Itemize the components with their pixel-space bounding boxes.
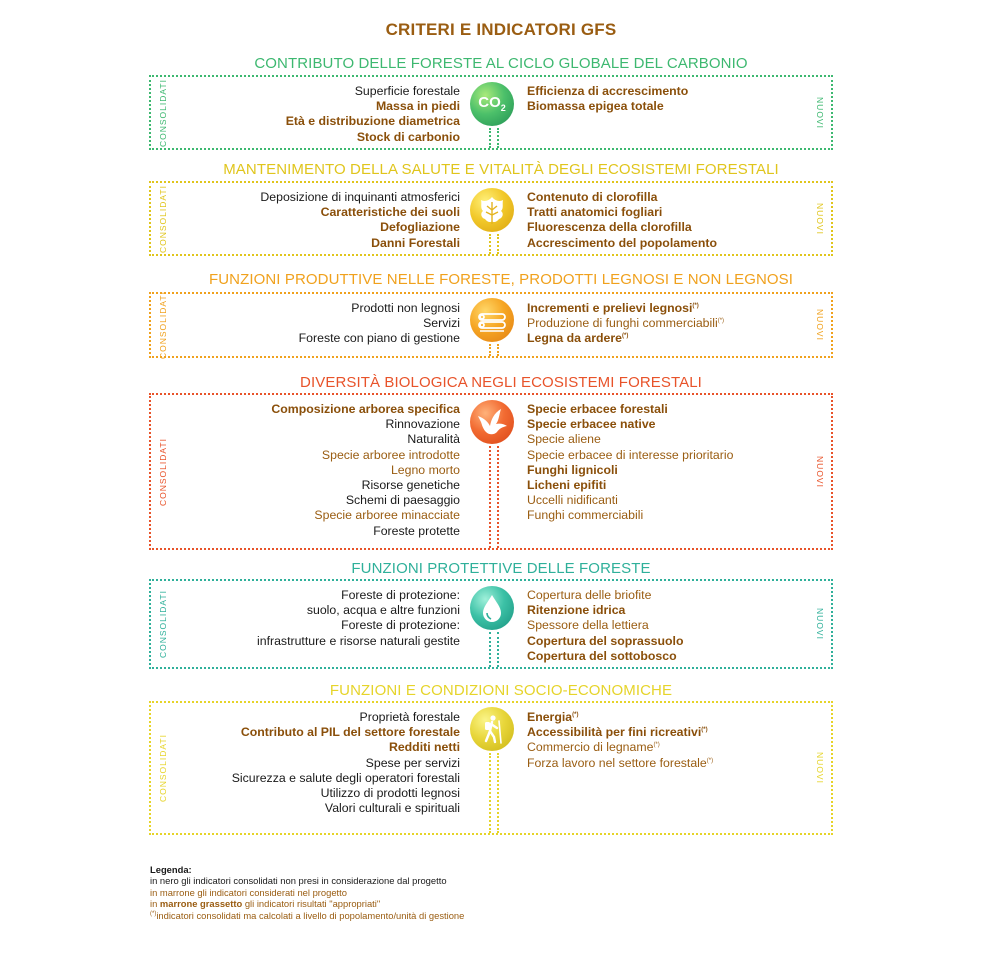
- indicator-item: [527, 190, 717, 205]
- side-label-consolidati: CONSOLIDATI: [158, 291, 168, 359]
- indicator-item: [271, 508, 460, 523]
- indicator-item: [527, 236, 717, 251]
- bird-icon: [470, 400, 514, 444]
- indicator-text: Specie erbacee native: [527, 417, 656, 432]
- logs-icon: [470, 298, 514, 342]
- side-label-consolidati: CONSOLIDATI: [158, 437, 168, 506]
- indicator-item: [527, 205, 717, 220]
- indicator-text: Sicurezza e salute degli operatori forestali: [231, 770, 460, 785]
- side-label-nuovi: NUOVI: [815, 202, 825, 235]
- indicator-item: [299, 316, 460, 331]
- indicator-item: [527, 220, 717, 235]
- logs-icon-glyph: [470, 298, 514, 342]
- divider-line: [489, 234, 491, 254]
- section-title-produttive: FUNZIONI PRODUTTIVE NELLE FORESTE, PRODOTTI LEGNOSI E NON LEGNOSI: [208, 271, 794, 288]
- divider-line: [497, 632, 499, 667]
- indicator-text: Foreste di protezione:: [341, 618, 460, 633]
- side-label-nuovi: NUOVI: [815, 96, 825, 129]
- indicator-item: [527, 725, 713, 740]
- indicator-text: Specie erbacee forestali: [527, 402, 668, 416]
- indicator-item: [286, 114, 460, 129]
- leaf-icon: [470, 188, 514, 232]
- indicator-text: Legna da ardere: [527, 331, 622, 346]
- indicator-item: [299, 331, 460, 346]
- divider-line: [497, 128, 499, 148]
- indicator-text: Funghi lignicoli: [527, 462, 618, 477]
- section-title-biodiversita: DIVERSITÀ BIOLOGICA NEGLI ECOSISTEMI FORESTALI: [300, 374, 702, 391]
- indicator-item: [232, 756, 460, 771]
- footnote-marker: (*): [706, 757, 714, 764]
- indicator-item: [527, 99, 688, 114]
- indicator-text: Schemi di paesaggio: [345, 493, 460, 508]
- indicator-item: [271, 402, 460, 417]
- indicator-item: [260, 220, 460, 235]
- indicator-text: Defogliazione: [380, 220, 460, 235]
- indicator-list-nuovi: [527, 588, 683, 664]
- indicator-list-nuovi: [527, 710, 713, 771]
- indicator-item: [271, 493, 460, 508]
- divider-line: [497, 234, 499, 254]
- indicator-item: [527, 740, 713, 755]
- indicator-item: [527, 649, 683, 664]
- main-title: CRITERI E INDICATORI GFS: [385, 20, 617, 39]
- indicator-item: [232, 725, 460, 740]
- indicator-item: [257, 588, 460, 603]
- indicator-text: Specie erbacee di interesse prioritario: [527, 447, 734, 462]
- indicator-item: [271, 448, 460, 463]
- divider-line: [489, 128, 491, 148]
- indicator-item: [232, 740, 460, 755]
- indicator-text: Produzione di funghi commerciabili: [527, 316, 718, 331]
- indicator-text: Età e distribuzione diametrica: [285, 114, 460, 129]
- co2-label: [470, 94, 514, 113]
- divider-line: [497, 753, 499, 833]
- legend: [150, 864, 464, 921]
- indicator-list-consolidati: [299, 301, 460, 347]
- indicator-text: Superficie forestale: [354, 84, 460, 98]
- indicator-item: [260, 205, 460, 220]
- legend-line3-prefix: in: [150, 898, 160, 910]
- bird-icon-glyph: [470, 400, 514, 444]
- side-label-consolidati: CONSOLIDATI: [158, 78, 168, 147]
- legend-note-text: indicatori consolidati ma calcolati a livello di popolamento/unità di gestione: [156, 909, 465, 921]
- leaf-icon-glyph: [470, 188, 514, 232]
- indicator-text: Copertura del soprassuolo: [527, 633, 684, 648]
- indicator-item: [232, 771, 460, 786]
- co2-label-main: CO: [478, 94, 501, 111]
- indicator-item: [527, 618, 683, 633]
- indicator-item: [527, 402, 733, 417]
- footnote-marker: (*): [653, 742, 660, 749]
- divider-line: [497, 344, 499, 356]
- indicator-list-consolidati: [286, 84, 460, 145]
- indicator-item: [527, 432, 733, 447]
- indicator-list-nuovi: [527, 190, 717, 251]
- indicator-text: Forza lavoro nel settore forestale: [527, 755, 707, 770]
- indicator-text: Redditi netti: [388, 740, 460, 755]
- indicator-text: Prodotti non legnosi: [351, 301, 460, 315]
- indicator-text: Risorse genetiche: [361, 478, 460, 493]
- indicator-text: Contenuto di clorofilla: [527, 190, 658, 204]
- indicator-text: Specie aliene: [527, 432, 601, 447]
- indicator-text: Copertura delle briofite: [527, 588, 652, 602]
- indicator-text: Caratteristiche dei suoli: [320, 205, 460, 220]
- divider-line: [489, 344, 491, 356]
- legend-line-note: [150, 910, 464, 921]
- indicator-item: [527, 417, 733, 432]
- legend-line-black: in nero gli indicatori consolidati non presi in considerazione dal progetto: [150, 875, 447, 887]
- section-title-salute: MANTENIMENTO DELLA SALUTE E VITALITÀ DEGLI ECOSISTEMI FORESTALI: [223, 161, 779, 178]
- indicator-item: [271, 463, 460, 478]
- footnote-marker: (*): [701, 727, 708, 734]
- indicator-item: [232, 801, 460, 816]
- water-drop-icon: [470, 586, 514, 630]
- divider-line: [489, 446, 491, 548]
- indicator-text: Specie arboree minacciate: [314, 508, 460, 523]
- indicator-text: Danni Forestali: [371, 235, 460, 250]
- side-label-nuovi: NUOVI: [815, 455, 825, 488]
- indicator-text: Proprietà forestale: [359, 710, 460, 724]
- indicator-item: [527, 756, 713, 771]
- indicator-text: Servizi: [423, 316, 460, 331]
- indicator-text: Stock di carbonio: [356, 129, 460, 144]
- indicator-item: [257, 603, 460, 618]
- indicator-item: [527, 508, 733, 523]
- indicator-text: Fluorescenza della clorofilla: [527, 220, 692, 235]
- indicator-item: [527, 316, 724, 331]
- section-title-socioeconomiche: FUNZIONI E CONDIZIONI SOCIO-ECONOMICHE: [329, 682, 673, 699]
- co2-label-sub: 2: [500, 103, 506, 113]
- water-drop-icon-glyph: [470, 586, 514, 630]
- indicator-item: [232, 710, 460, 725]
- footnote-marker: (*): [717, 318, 725, 325]
- indicator-text: Commercio di legname: [527, 740, 654, 755]
- indicator-text: Tratti anatomici fogliari: [527, 205, 663, 220]
- side-label-nuovi: NUOVI: [815, 608, 825, 640]
- indicator-item: [286, 99, 460, 114]
- indicator-text: Deposizione di inquinanti atmosferici: [260, 190, 460, 204]
- legend-title: Legenda:: [150, 864, 192, 875]
- co2-icon: [470, 82, 514, 126]
- indicator-item: [527, 331, 724, 346]
- indicator-text: Ritenzione idrica: [527, 603, 626, 618]
- indicator-item: [527, 634, 683, 649]
- indicator-text: Funghi commerciabili: [527, 508, 644, 523]
- indicator-text: Uccelli nidificanti: [527, 493, 618, 508]
- section-title-protettive: FUNZIONI PROTETTIVE DELLE FORESTE: [351, 560, 651, 577]
- indicator-item: [271, 524, 460, 539]
- indicator-list-nuovi: [527, 402, 733, 524]
- indicator-item: [232, 786, 460, 801]
- divider-line: [489, 753, 491, 833]
- indicator-text: Massa in piedi: [375, 99, 460, 114]
- indicator-item: [260, 236, 460, 251]
- indicator-item: [527, 463, 733, 478]
- legend-line-brown-bold: [150, 898, 464, 909]
- side-label-consolidati: CONSOLIDATI: [158, 734, 168, 802]
- indicator-item: [257, 634, 460, 649]
- indicator-text: Spessore della lettiera: [527, 618, 649, 633]
- indicator-item: [299, 301, 460, 316]
- hiker-icon-glyph: [470, 707, 514, 751]
- indicator-text: Spese per servizi: [365, 755, 460, 770]
- side-label-consolidati: CONSOLIDATI: [158, 184, 168, 253]
- indicator-list-consolidati: [260, 190, 460, 251]
- indicator-text: Foreste di protezione:: [341, 588, 460, 602]
- indicator-text: Foreste protette: [373, 523, 460, 538]
- indicator-text: suolo, acqua e altre funzioni: [306, 603, 460, 618]
- footnote-marker: (*): [572, 711, 579, 718]
- indicator-item: [527, 448, 733, 463]
- indicator-item: [271, 432, 460, 447]
- legend-line-brown: in marrone gli indicatori considerati nel progetto: [150, 886, 347, 898]
- indicator-item: [286, 84, 460, 99]
- indicator-text: Utilizzo di prodotti legnosi: [320, 786, 460, 801]
- indicator-list-nuovi: [527, 84, 688, 114]
- indicator-text: Accrescimento del popolamento: [527, 235, 717, 250]
- indicator-item: [527, 603, 683, 618]
- indicator-item: [271, 417, 460, 432]
- indicator-text: Biomassa epigea totale: [527, 99, 664, 114]
- indicator-text: Valori culturali e spirituali: [324, 801, 460, 816]
- indicator-text: Specie arboree introdotte: [321, 447, 460, 462]
- side-label-nuovi: NUOVI: [815, 309, 825, 341]
- indicator-text: Energia: [527, 710, 573, 724]
- indicator-list-nuovi: [527, 301, 724, 347]
- indicator-text: Legno morto: [390, 462, 460, 477]
- indicator-list-consolidati: [257, 588, 460, 649]
- indicator-item: [260, 190, 460, 205]
- indicator-item: [527, 493, 733, 508]
- side-label-nuovi: NUOVI: [815, 752, 825, 784]
- footnote-marker: (*): [692, 302, 699, 309]
- indicator-item: [527, 478, 733, 493]
- hiker-icon: [470, 707, 514, 751]
- indicator-item: [271, 478, 460, 493]
- legend-line3-suffix: gli indicatori risultati "appropriati": [242, 898, 381, 910]
- indicator-text: Naturalità: [407, 432, 460, 447]
- indicator-item: [527, 588, 683, 603]
- indicator-item: [286, 130, 460, 145]
- indicator-text: Efficienza di accrescimento: [527, 84, 689, 98]
- side-label-consolidati: CONSOLIDATI: [158, 590, 168, 658]
- indicator-list-consolidati: [271, 402, 460, 539]
- indicator-text: Composizione arborea specifica: [271, 402, 460, 416]
- indicator-text: Licheni epifiti: [527, 478, 607, 493]
- indicator-text: infrastrutture e risorse naturali gestite: [257, 633, 460, 648]
- indicator-text: Rinnovazione: [385, 417, 460, 432]
- indicator-text: Contributo al PIL del settore forestale: [240, 725, 460, 740]
- divider-line: [489, 632, 491, 667]
- indicator-text: Foreste con piano di gestione: [298, 331, 460, 346]
- indicator-text: Accessibilità per fini ricreativi: [527, 725, 702, 740]
- indicator-list-consolidati: [232, 710, 460, 816]
- indicator-text: Incrementi e prelievi legnosi: [527, 301, 693, 315]
- indicator-item: [527, 84, 688, 99]
- indicator-item: [257, 618, 460, 633]
- indicator-text: Copertura del sottobosco: [527, 648, 677, 663]
- divider-line: [497, 446, 499, 548]
- section-title-carbonio: CONTRIBUTO DELLE FORESTE AL CICLO GLOBALE DEL CARBONIO: [254, 55, 748, 72]
- legend-line3-bold: marrone grassetto: [159, 898, 243, 910]
- footnote-marker: (*): [622, 333, 629, 340]
- legend-note-marker: (*): [150, 910, 157, 917]
- indicator-item: [527, 710, 713, 725]
- indicator-item: [527, 301, 724, 316]
